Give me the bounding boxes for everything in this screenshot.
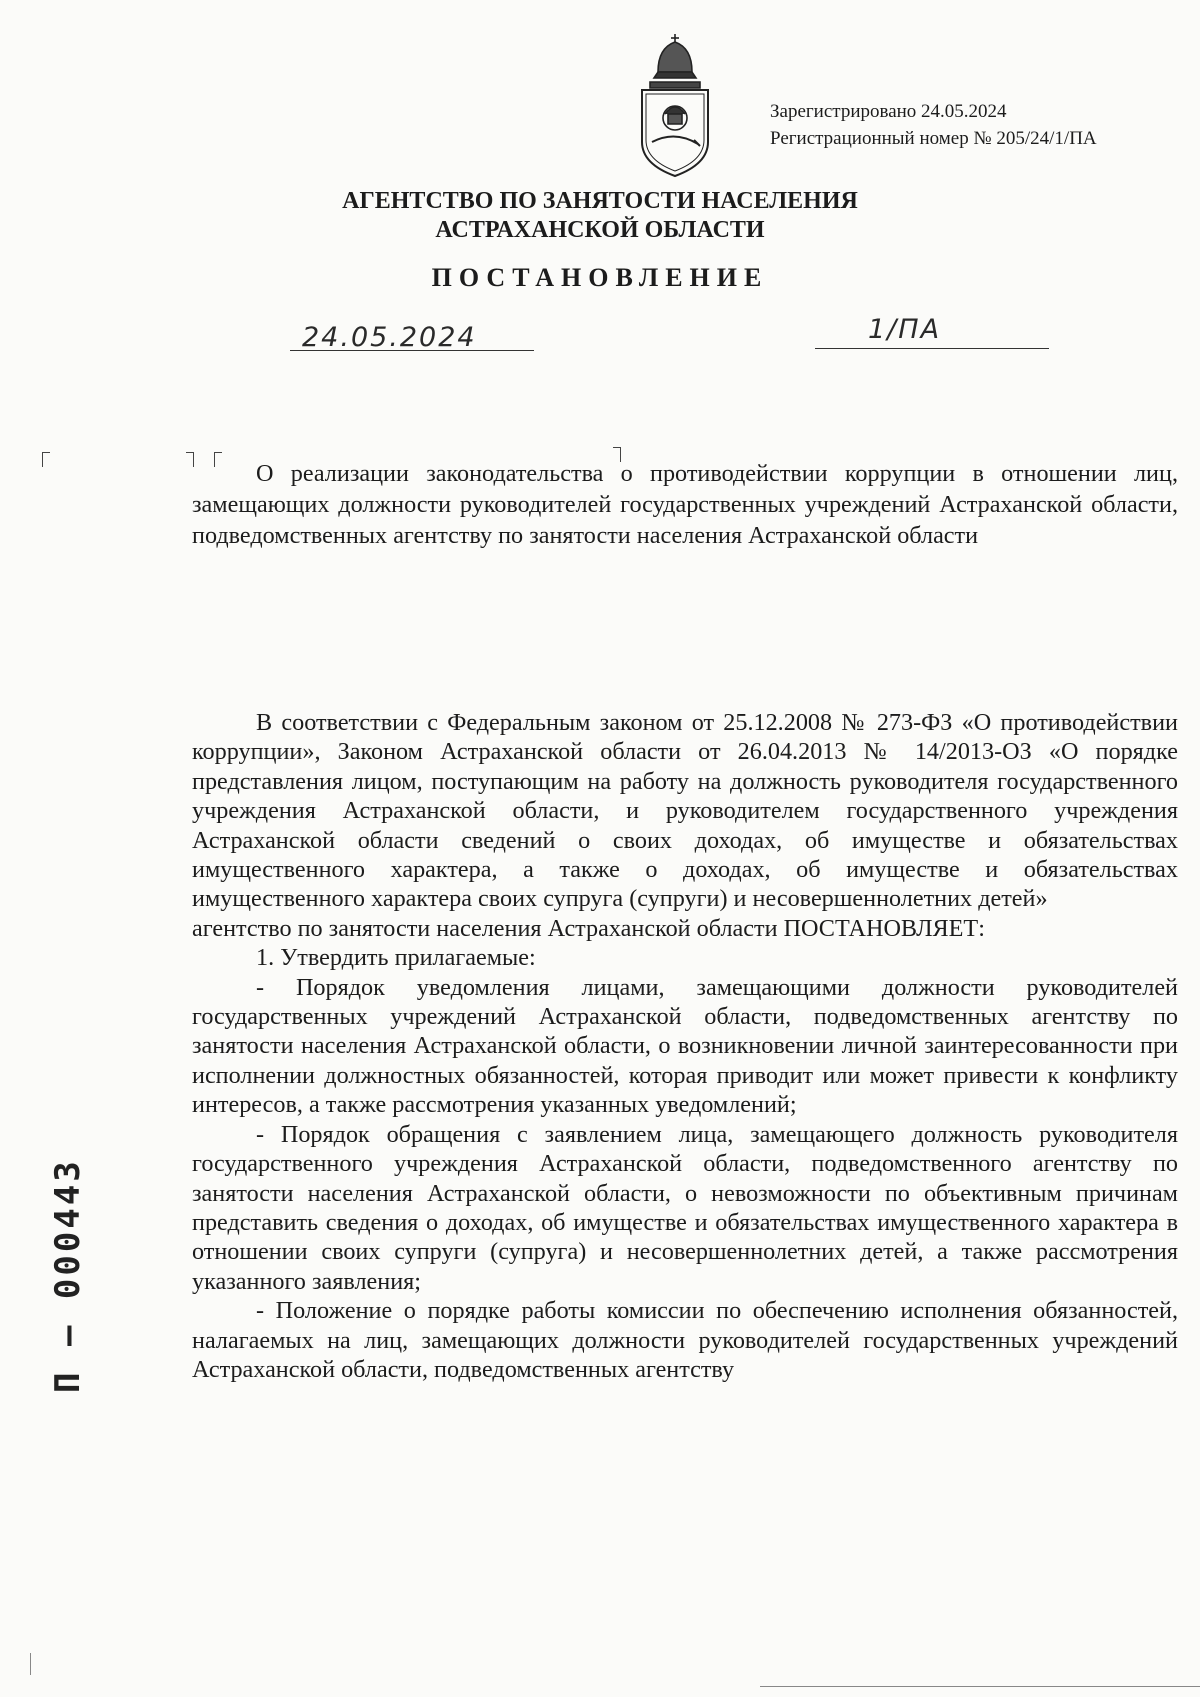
list-item: - Положение о порядке работы комиссии по обеспечению исполнения обязанностей, налагаемых на лиц, замещающих должности руководителей государственных учреждений Астраханской области, подведомственных агентству — [192, 1297, 1178, 1383]
resolves-paragraph: агентство по занятости населения Астраханской области ПОСТАНОВЛЯЕТ: — [192, 914, 985, 942]
preamble-paragraph: В соответствии с Федеральным законом от 25.12.2008 № 273-ФЗ «О противодействии коррупции», Законом Астраханской области от 26.04.2013 № 14/2013-ОЗ «О порядке представления лицом, поступающим на работу на должность руководителя государственного учреждения Астраханской области, и руководителем государственного учреждения Астраханской области сведений о своих доходах, об имуществе и обязательствах имущественного характера, а также о доходах, об имуществе и обязательствах имущественного характера своих супруга (супруги) и несовершеннолетних детей» — [192, 709, 1178, 913]
registration-number: Регистрационный номер № 205/24/1/ПА — [770, 128, 1097, 149]
coat-of-arms-emblem — [628, 30, 722, 180]
list-item: - Порядок уведомления лицами, замещающими должности руководителей государственных учреждений Астраханской области, подведомственных агентству по занятости населения Астраханской области, о возникновении личной заинтересованности при исполнении должностных обязанностей, которая приводит или может привести к конфликту интересов, а также рассмотрения указанных уведомлений; — [192, 973, 1178, 1119]
handwritten-date: 24.05.2024 — [302, 322, 477, 353]
date-underline — [290, 350, 534, 351]
scan-artifact — [30, 1653, 31, 1675]
agency-name-line2: АСТРАХАНСКОЙ ОБЛАСТИ — [435, 217, 765, 243]
list-item: - Порядок обращения с заявлением лица, замещающего должность руководителя государственного учреждения Астраханской области, подведомственного агентству по занятости населения Астраханской области, о невозможности по объективным причинам представить сведения о доходах, об имуществе и обязательствах имущественного характера в отношении своих супруги (супруга) и несовершеннолетних детей, а также рассмотрения указанного заявления; — [192, 1120, 1178, 1295]
agency-name-line1: АГЕНТСТВО ПО ЗАНЯТОСТИ НАСЕЛЕНИЯ — [342, 188, 858, 214]
registration-date: Зарегистрировано 24.05.2024 — [770, 101, 1007, 122]
item-1: 1. Утвердить прилагаемые: — [256, 944, 536, 972]
document-type-heading: ПОСТАНОВЛЕНИЕ — [431, 263, 769, 292]
corner-mark — [42, 452, 50, 467]
document-title — [192, 458, 1178, 551]
number-underline — [815, 348, 1049, 349]
document-body — [192, 708, 1178, 1384]
side-serial-stamp: П — 000443 — [48, 1158, 88, 1393]
handwritten-number: 1/ПА — [868, 314, 942, 345]
bottom-border-line — [760, 1686, 1200, 1687]
title-text: О реализации законодательства о противодействии коррупции в отношении лиц, замещающих должности руководителей государственных учреждений Астраханской области, подведомственных агентству по занятости населения Астраханской области — [192, 460, 1178, 549]
